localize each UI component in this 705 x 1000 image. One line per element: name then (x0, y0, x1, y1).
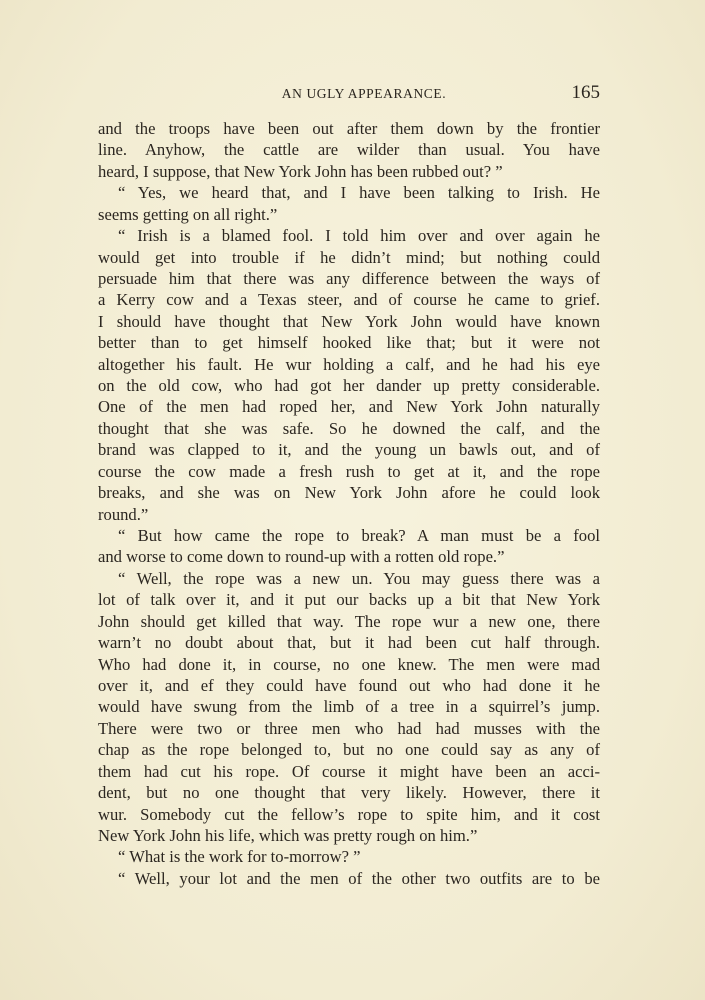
text-line: heard, I suppose, that New York John has been rubbed out? ” (98, 161, 503, 181)
text-line: New York John his life, which was pretty rough on him.” (98, 825, 478, 845)
text-line: round.” (98, 504, 149, 524)
text-line: would get into trouble if he didn’t mind; but nothing could (98, 247, 600, 267)
text-line: them had cut his rope. Of course it might have been an acci- (98, 761, 600, 781)
text-line: “ Irish is a blamed fool. I told him over and over again he (118, 226, 600, 246)
text-line: line. Anyhow, the cattle are wilder than usual. You have (98, 140, 600, 160)
running-title: AN UGLY APPEARANCE. (281, 86, 447, 101)
body-text (98, 118, 600, 889)
text-line: dent, but no one thought that very likely. However, there it (98, 783, 600, 803)
text-line: breaks, and she was on New York John afore he could look (98, 483, 600, 503)
text-line: lot of talk over it, and it put our backs up a bit that New York (98, 590, 600, 610)
text-line: persuade him that there was any difference between the ways of (98, 268, 600, 288)
text-line: a Kerry cow and a Texas steer, and of course he came to grief. (98, 290, 600, 310)
text-line: “ What is the work for to-morrow? ” (118, 847, 361, 867)
text-line: chap as the rope belonged to, but no one could say as any of (98, 740, 600, 760)
text-line: “ Well, the rope was a new un. You may guess there was a (118, 568, 600, 588)
text-line: “ Yes, we heard that, and I have been talking to Irish. He (118, 183, 600, 203)
text-line: warn’t no doubt about that, but it had been cut half through. (98, 633, 600, 653)
text-line: and worse to come down to round-up with a rotten old rope.” (98, 547, 505, 567)
text-line: seems getting on all right.” (98, 204, 278, 224)
text-line: brand was clapped to it, and the young un bawls out, and of (98, 440, 600, 460)
text-line: altogether his fault. He wur holding a calf, and he had his eye (98, 354, 600, 374)
text-line: and the troops have been out after them down by the frontier (98, 119, 600, 138)
text-line: “ Well, your lot and the men of the other two outfits are to be (118, 868, 600, 888)
text-line: John should get killed that way. The rope wur a new one, there (98, 611, 600, 631)
text-line: thought that she was safe. So he downed the calf, and the (98, 418, 600, 438)
text-line: on the old cow, who had got her dander up pretty considerable. (98, 376, 600, 396)
page-number: 165 (571, 82, 600, 103)
text-line: course the cow made a fresh rush to get at it, and the rope (98, 461, 600, 481)
text-line: Who had done it, in course, no one knew. The men were mad (98, 654, 600, 674)
text-line: “ But how came the rope to break? A man must be a fool (118, 526, 600, 546)
text-line: better than to get himself hooked like that; but it were not (98, 333, 600, 353)
text-line: One of the men had roped her, and New York John naturally (98, 397, 600, 417)
text-line: wur. Somebody cut the fellow’s rope to spite him, and it cost (98, 804, 600, 824)
text-line: I should have thought that New York John would have known (98, 311, 600, 331)
text-line: over it, and ef they could have found out who had done it he (98, 675, 600, 695)
running-head (98, 82, 600, 106)
text-line: There were two or three men who had had musses with the (98, 718, 600, 738)
text-line: would have swung from the limb of a tree in a squirrel’s jump. (98, 697, 600, 717)
